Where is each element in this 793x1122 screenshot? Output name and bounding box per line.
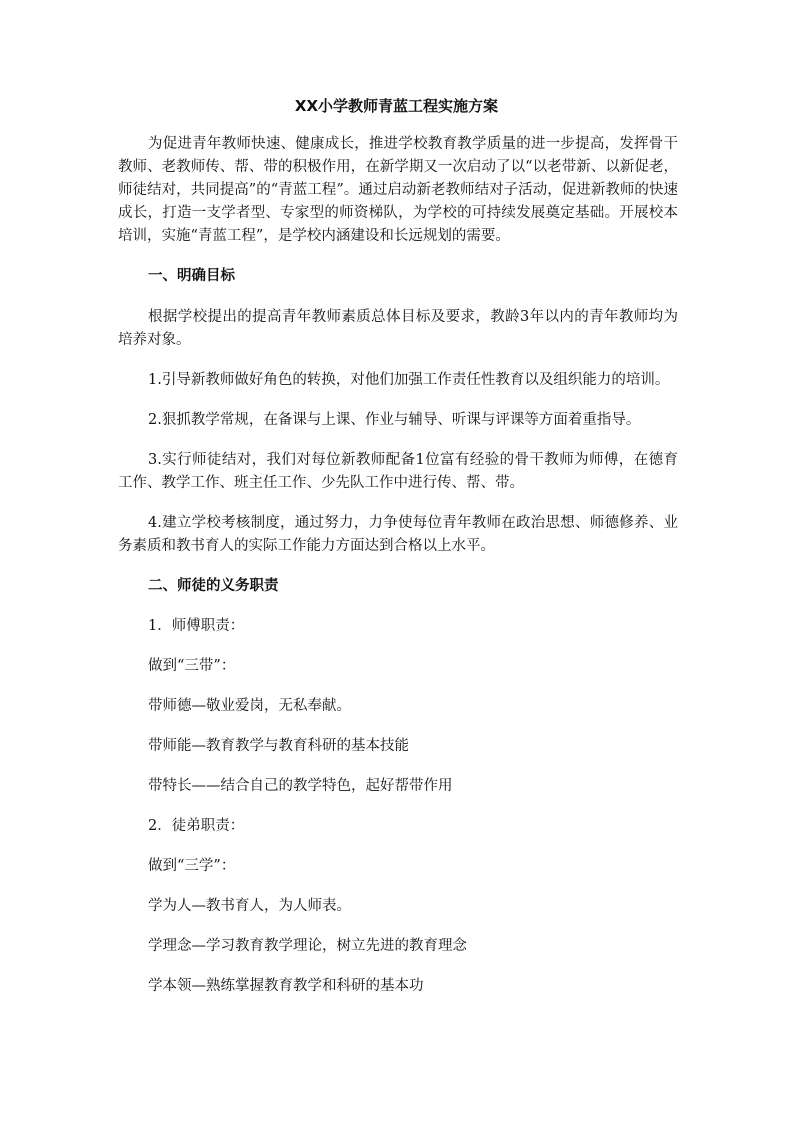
goal-item-3: 3.实行师徒结对，我们对每位新教师配备1位富有经验的骨干教师为师傅，在德育工作、教学工作、班主任工作、少先队工作中进行传、帮、带。 — [118, 452, 678, 491]
apprentice-duty-item-2: 学理念—学习教育教学理论，树立先进的教育理念 — [148, 938, 467, 954]
section-heading-duties: 二、师徒的义务职责 — [148, 578, 279, 594]
apprentice-duty-item-3: 学本领—熟练掌握教育教学和科研的基本功 — [148, 978, 424, 994]
section-heading-goals: 一、明确目标 — [148, 268, 235, 284]
mentor-duty-item-2: 带师能—教育教学与教育科研的基本技能 — [148, 738, 409, 754]
apprentice-duty-heading: 2．徒弟职责： — [148, 818, 245, 834]
apprentice-duty-item-1: 学为人—教书育人，为人师表。 — [148, 898, 351, 914]
goal-item-4: 4.建立学校考核制度，通过努力，力争使每位青年教师在政治思想、师德修养、业务素质和教书育人的实际工作能力方面达到合格以上水平。 — [118, 515, 678, 554]
mentor-duty-heading: 1．师傅职责： — [148, 618, 245, 634]
goal-item-2: 2.狠抓教学常规，在备课与上课、作业与辅导、听课与评课等方面着重指导。 — [148, 412, 641, 428]
document-title: XX小学教师青蓝工程实施方案 — [294, 97, 499, 115]
mentor-duty-item-1: 带师德—敬业爱岗，无私奉献。 — [148, 698, 351, 714]
goals-paragraph: 根据学校提出的提高青年教师素质总体目标及要求，教龄3年以内的青年教师均为培养对象。 — [118, 309, 678, 348]
intro-paragraph: 为促进青年教师快速、健康成长，推进学校教育教学质量的进一步提高，发挥骨干教师、老教师传、帮、带的积极作用，在新学期又一次启动了以“以老带新、以新促老，师徒结对，共同提高”的“青蓝工程”。通过启动新老教师结对子活动，促进新教师的快速成长，打造一支学者型、专家型的师资梯队，为学校的可持续发展奠定基础。开展校本培训，实施“青蓝工程”，是学校内涵建设和长远规划的需要。 — [118, 136, 678, 244]
mentor-duty-item-3: 带特长——结合自己的教学特色，起好帮带作用 — [148, 778, 453, 794]
apprentice-three-learn: 做到“三学”： — [148, 858, 236, 874]
document-body — [118, 133, 678, 998]
goal-item-1: 1.引导新教师做好角色的转换，对他们加强工作责任性教育以及组织能力的培训。 — [148, 372, 670, 388]
mentor-three-bring: 做到“三带”： — [148, 658, 236, 674]
